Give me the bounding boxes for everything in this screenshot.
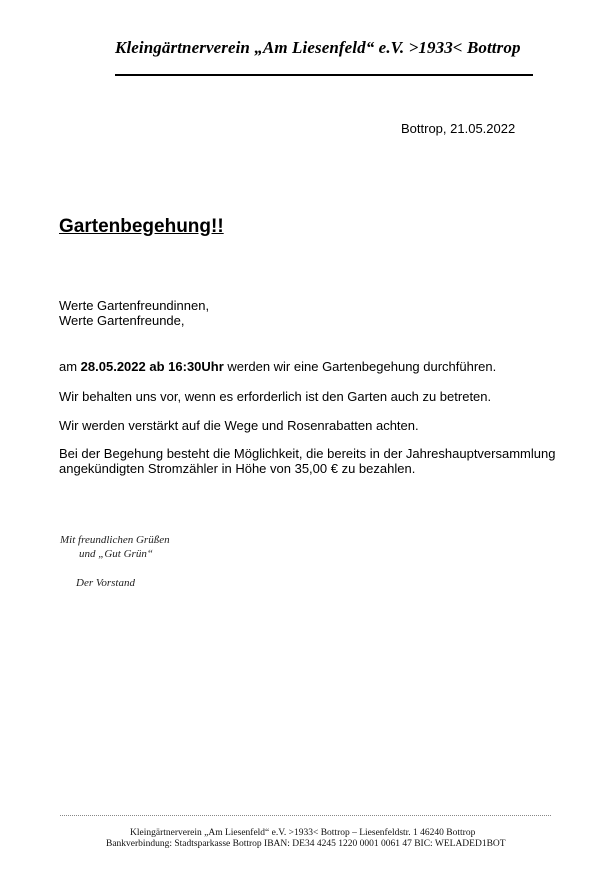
date-line: Bottrop, 21.05.2022	[401, 121, 516, 136]
appointment-date: 28.05.2022	[80, 359, 146, 374]
paragraph-payment	[59, 446, 555, 476]
appointment-time: 16:30Uhr	[168, 359, 224, 374]
subject-heading: Gartenbegehung!!	[59, 216, 224, 237]
paragraph-payment-line-2: angekündigten Stromzähler in Höhe von 35,00 € zu bezahlen.	[59, 461, 416, 476]
paragraph-paths: Wir werden verstärkt auf die Wege und Rosenrabatten achten.	[59, 418, 419, 433]
footer-bank: Bankverbindung: Stadtsparkasse Bottrop IBAN: DE34 4245 1220 0001 0061 47 BIC: WELADED1BOT	[106, 839, 506, 849]
letterhead-rule	[115, 74, 533, 76]
paragraph-appointment	[59, 359, 496, 374]
salutation-line-1: Werte Gartenfreundinnen,	[59, 298, 210, 313]
closing-greeting: Mit freundlichen Grüßen	[60, 534, 170, 546]
footer-address: Kleingärtnerverein „Am Liesenfeld“ e.V. >1933< Bottrop – Liesenfeldstr. 1 46240 Bottrop	[130, 828, 476, 838]
closing-gut-gruen: und „Gut Grün“	[79, 548, 153, 560]
salutation-line-2: Werte Gartenfreunde,	[59, 313, 185, 328]
footer-rule	[60, 815, 551, 816]
paragraph-appointment-prefix: am	[59, 359, 81, 374]
appointment-mid: ab	[145, 359, 169, 374]
paragraph-appointment-suffix: werden wir eine Gartenbegehung durchführen.	[223, 359, 497, 374]
signature-board: Der Vorstand	[76, 577, 135, 589]
paragraph-payment-line-1: Bei der Begehung besteht die Möglichkeit, die bereits in der Jahreshauptversammlung	[59, 446, 556, 461]
salutation	[59, 298, 209, 328]
letterhead-title: Kleingärtnerverein „Am Liesenfeld“ e.V. >1933< Bottrop	[115, 38, 521, 57]
paragraph-access: Wir behalten uns vor, wenn es erforderlich ist den Garten auch zu betreten.	[59, 389, 492, 404]
